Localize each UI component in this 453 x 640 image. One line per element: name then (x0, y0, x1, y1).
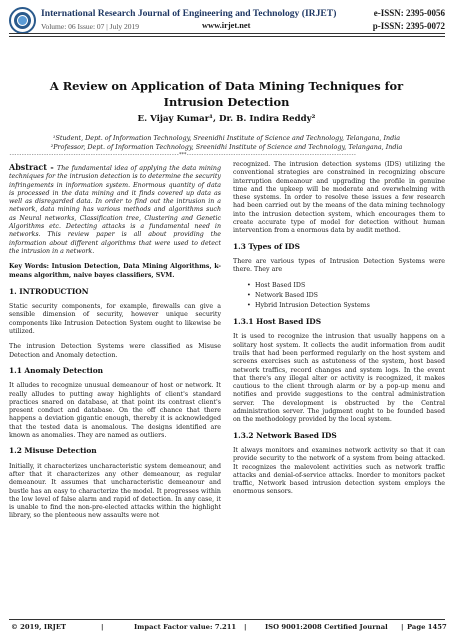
footer-impact-factor: Impact Factor value: 7.211 (134, 623, 237, 631)
ids-types-list (247, 282, 445, 310)
journal-website-link[interactable]: www.irjet.net (202, 21, 251, 30)
host-based-ids-text: It is used to recognize the intrusion that usually happens on a solitary host system. It collects the audit information from audit trails that had been performed regularly on the host system and screens exercises such as astuteness of the system, host based network traffics, record changes and system logs. In the event that there's any illegal alter or activity is recognized, it makes cautious to the client through alarm or by a pop-up menu and notifies and provide suggestions to the central administration server. The development is obstructed by the Central administration server. The judgment ought to be founded based on the methodology provided by the local system. (233, 333, 445, 424)
irjet-logo-icon (9, 7, 36, 34)
paper-authors: E. Vijay Kumar¹, Dr. B. Indira Reddy² (137, 114, 316, 124)
header-rule-thin (9, 36, 445, 37)
abstract (9, 163, 221, 256)
right-column (233, 161, 445, 504)
affiliation-1: ¹Student, Dept. of Information Technology, Sreenidhi Institute of Science and Technology, Telangana, India (52, 134, 401, 142)
footer-rule (9, 619, 445, 620)
misuse-detection-continued: recognized. The intrusion detection systems (IDS) utilizing the conventional strategies are constrained in recognizing obscure interruption demeanour and upgrading the profile in genuine time and the upkeep will be moderate and overwhelming with these systems. In order to resolve these issues a few research had been carried out by the means of the data mining technology into the intrusion detection system, which encourages them to create accurate type of model for detection without human intervention from a enormous data by audit method. (233, 161, 445, 235)
network-based-ids-text: It always monitors and examines network activity so that it can provide security to the network of a system from being attacked. It recognizes the malevolent activities such as network traffic attacks and denial-of-service attacks. Inorder to monitors packet traffic, Network based intrusion detection system employs the enormous sensors. (233, 446, 445, 496)
introduction-paragraph-1: Static security components, for example, firewalls can give a sensible dimension of security, however unique security components like Intrusion Detection System ought to likewise be utilized. (9, 303, 221, 336)
affiliation-2: ²Professor, Dept. of Information Technology, Sreenidhi Institute of Science and Technology, Telangana, India (50, 143, 403, 151)
paper-title: A Review on Application of Data Mining Techniques for Intrusion Detection (49, 79, 404, 109)
abstract-label: Abstract - (9, 162, 58, 172)
footer-separator: | (101, 623, 104, 631)
host-based-ids-heading: 1.3.1 Host Based IDS (233, 317, 322, 327)
footer-separator: | (401, 623, 404, 631)
list-item: • Network Based IDS (247, 292, 445, 300)
footer-separator: | (244, 623, 247, 631)
misuse-detection-text: Initially, it characterizes uncharacteristic system demeanour, and after that it characterizes any other demeanour, as regular demeanour. It assumes that uncharacteristic demeanour and bustle has an easy to characterize the model. It progresses within the low level of false alarm and rapid of detection. In any case, it is unable to find the non-pre-elected attacks within the highlight library, so the plenteous new assaults were not (9, 462, 221, 520)
volume-issue: Volume: 06 Issue: 07 | July 2019 (41, 22, 140, 31)
list-item: • Host Based IDS (247, 282, 445, 290)
anomaly-detection-heading: 1.1 Anomaly Detection (9, 365, 104, 375)
section-separator: ---------------------------------------------------------------------***--------------------------------------------------------------------- (9, 152, 356, 158)
anomaly-detection-text: It alludes to recognize unusual demeanour of host or network. It really alludes to putting away highlights of client's standard practices snared on database, at that point its contrast client's present conduct and database. On the off chance that there happens a deviation gigantic enough, thereby it is acknowledged that the tested data is anomalous. The designs identified are known as anomalies. They are named as outliers. (9, 382, 221, 440)
keywords: Key Words: Intusion Detection, Data Mining Algorithms, k-means algorithm, naive bayes classifiers, SVM. (9, 263, 221, 279)
introduction-paragraph-2: The intrusion Detection Systems were classified as Misuse Detection and Anomaly detection. (9, 343, 221, 359)
journal-name: International Research Journal of Engineering and Technology (IRJET) (41, 8, 337, 19)
abstract-text: The fundamental idea of applying the data mining techniques for the intrusion detection is to determine the security infringements in information system. Enormous quantity of data is processed in the data mining and it finds covered up data as well as disregarded data. In order to find out the intrusion in a network, data mining has various methods and algorithms such as Neural networks, Classification tree, Clustering and Genetic Algorithms etc. Detecting attacks is a fundamental need in networks. This review paper is all about providing the information about different algorithms that were used to detect the intrusion in a network. (9, 165, 221, 255)
e-issn: e-ISSN: 2395-0056 (373, 8, 445, 18)
left-column (9, 163, 221, 528)
header-rule (9, 33, 445, 34)
journal-header (9, 6, 445, 40)
network-based-ids-heading: 1.3.2 Network Based IDS (233, 430, 337, 440)
footer-copyright: © 2019, IRJET (11, 623, 67, 631)
footer-iso-certification: ISO 9001:2008 Certified Journal (265, 623, 388, 631)
footer-page-number: Page 1457 (407, 623, 447, 631)
misuse-detection-heading: 1.2 Misuse Detection (9, 446, 97, 456)
introduction-heading: 1. INTRODUCTION (9, 286, 89, 296)
list-item: • Hybrid Intrusion Detection Systems (247, 302, 445, 310)
types-of-ids-heading: 1.3 Types of IDS (233, 241, 300, 251)
types-of-ids-intro: There are various types of Intrusion Detection Systems were there. They are (233, 257, 445, 274)
p-issn: p-ISSN: 2395-0072 (372, 21, 445, 31)
